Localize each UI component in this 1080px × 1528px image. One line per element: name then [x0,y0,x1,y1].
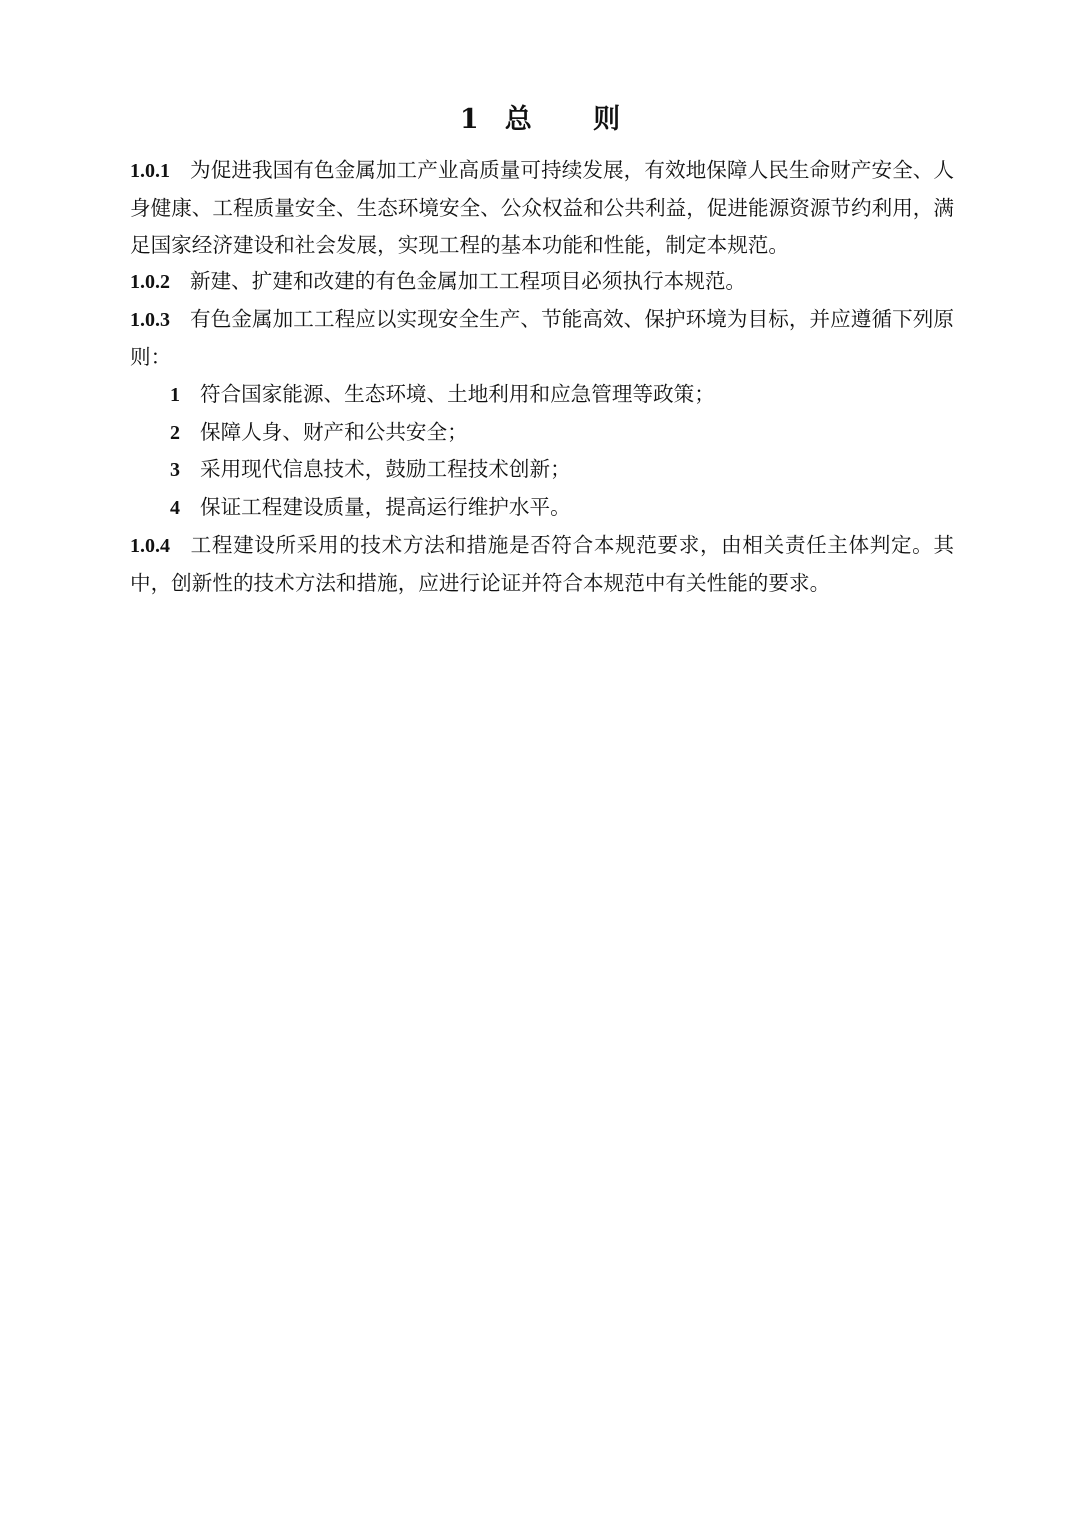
clause-text: 工程建设所采用的技术方法和措施是否符合本规范要求，由相关责任主体判定。其中，创新性的技术方法和措施，应进行论证并符合本规范中有关性能的要求。 [130,532,954,595]
item-text: 符合国家能源、生态环境、土地利用和应急管理等政策； [200,381,715,406]
item-number: 3 [170,459,180,482]
item-number: 2 [170,421,180,444]
item-text: 保证工程建设质量，提高运行维护水平。 [200,495,571,520]
chapter-title: 总 则 [504,104,647,135]
list-item [130,414,954,452]
clause-text: 为促进我国有色金属加工产业高质量可持续发展，有效地保障人民生命财产安全、人身健康、工程质量安全、生态环境安全、公众权益和公共利益，促进能源资源节约利用，满足国家经济建设和社会发展，实现工程的基本功能和性能，制定本规范。 [130,158,954,257]
item-number: 4 [170,497,180,520]
clause-text: 新建、扩建和改建的有色金属加工工程项目必须执行本规范。 [190,269,747,294]
list-item [130,489,954,527]
chapter-number: 1 [459,104,479,135]
item-text: 保障人身、财产和公共安全； [200,419,468,444]
clause-text: 有色金属加工工程应以实现安全生产、节能高效、保护环境为目标，并应遵循下列原则： [130,307,954,369]
item-number: 1 [170,383,180,406]
clause-number: 1.0.4 [130,534,170,557]
clause-number: 1.0.2 [130,271,170,294]
clause-1-0-2 [130,263,954,301]
chapter-body [130,152,954,602]
chapter-heading [0,100,1080,140]
list-item [130,451,954,489]
clause-number: 1.0.1 [130,160,170,182]
clause-number: 1.0.3 [130,309,170,332]
item-text: 采用现代信息技术，鼓励工程技术创新； [200,457,571,482]
clause-1-0-4 [130,527,954,602]
clause-1-0-1 [130,152,954,263]
list-item [130,376,954,414]
clause-1-0-3 [130,301,954,376]
